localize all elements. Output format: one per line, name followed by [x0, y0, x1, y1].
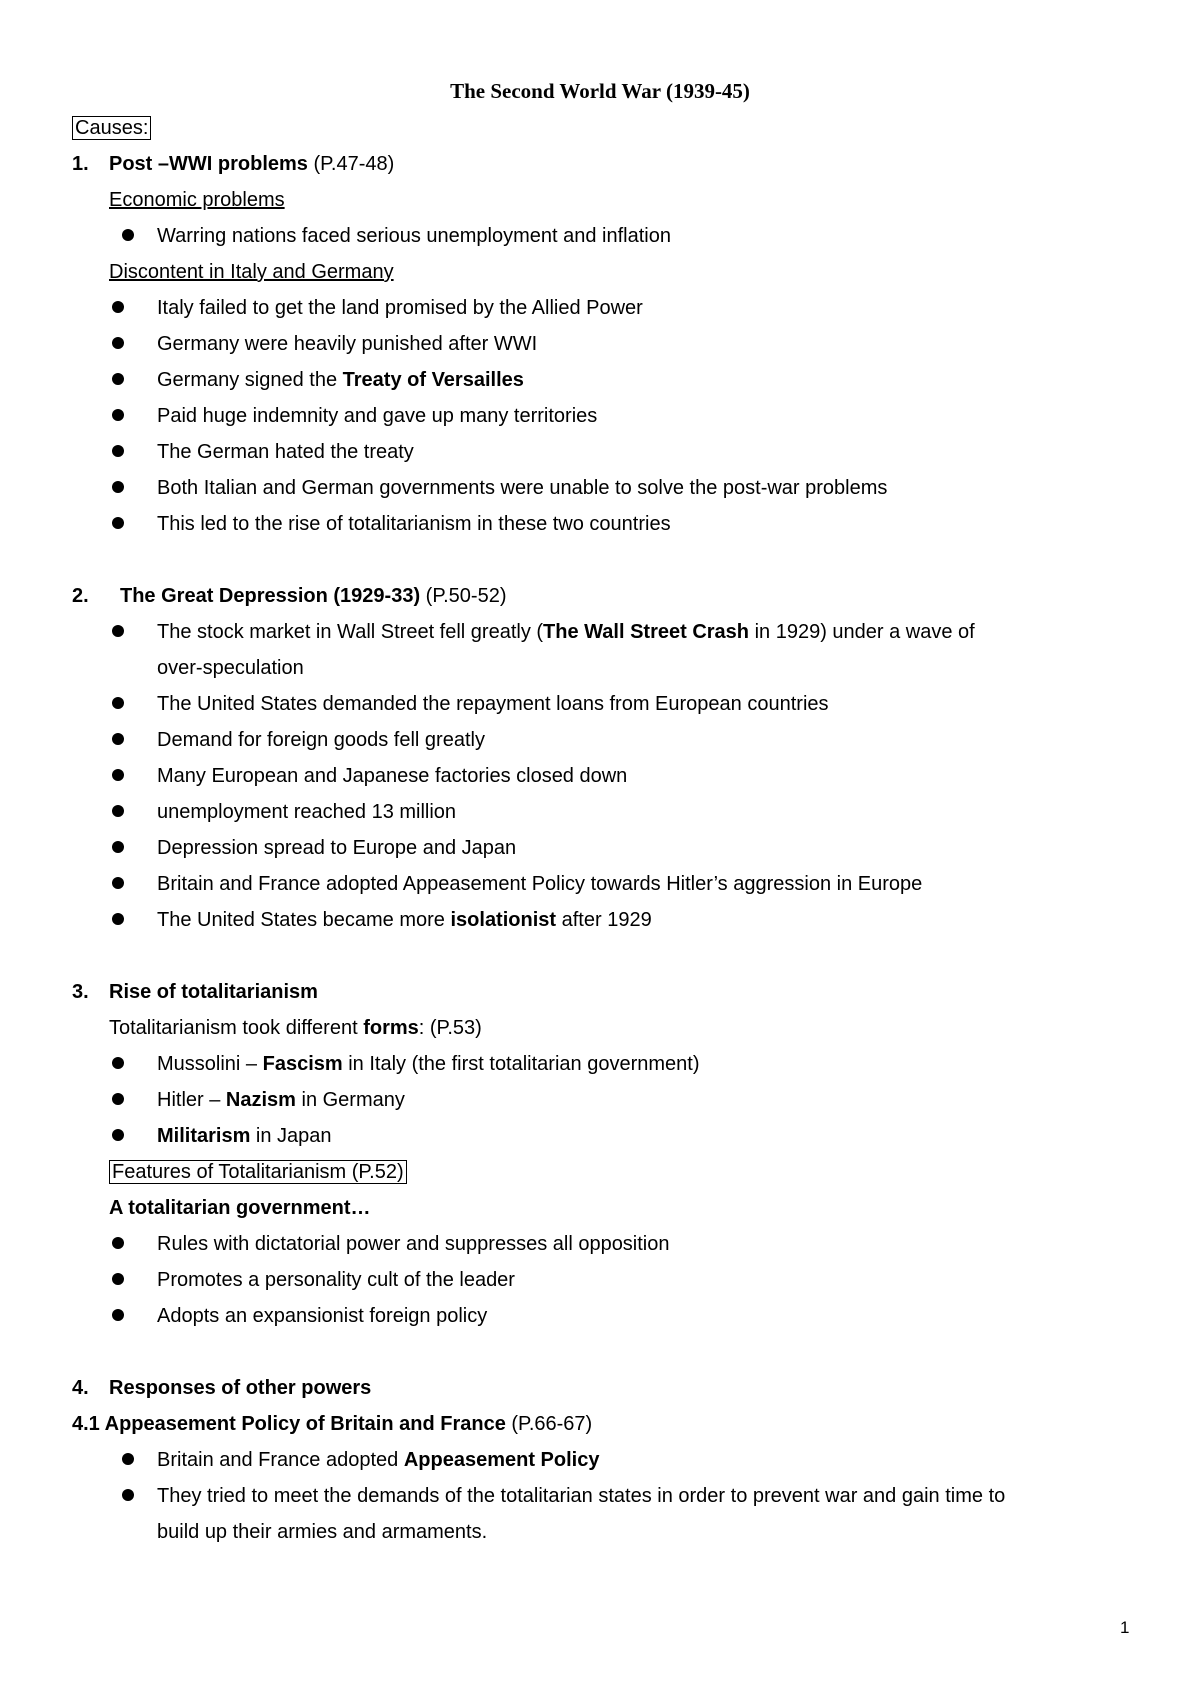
bullet-icon — [112, 481, 124, 493]
list-item: The German hated the treaty — [157, 441, 414, 463]
list-item: Britain and France adopted Appeasement Policy — [157, 1449, 600, 1471]
bullet-icon — [112, 769, 124, 781]
list-item: Rules with dictatorial power and suppresses all opposition — [157, 1233, 670, 1255]
bullet-icon — [112, 1093, 124, 1105]
bullet-icon — [112, 913, 124, 925]
features-heading: Features of Totalitarianism (P.52) — [109, 1158, 407, 1186]
list-item: The United States became more isolationist after 1929 — [157, 909, 652, 931]
bullet-icon — [122, 1453, 134, 1465]
section-3-number: 3. — [72, 981, 89, 1003]
section-2-number: 2. — [72, 585, 89, 607]
list-item: Adopts an expansionist foreign policy — [157, 1305, 488, 1327]
list-item: The United States demanded the repayment loans from European countries — [157, 693, 829, 715]
section-3-heading: Rise of totalitarianism — [109, 981, 318, 1003]
list-item: Militarism in Japan — [157, 1125, 332, 1147]
list-item: Britain and France adopted Appeasement Policy towards Hitler’s aggression in Europe — [157, 873, 923, 895]
bullet-icon — [112, 1309, 124, 1321]
bullet-icon — [112, 697, 124, 709]
discontent-subheading: Discontent in Italy and Germany — [109, 261, 394, 283]
list-item-continuation: build up their armies and armaments. — [157, 1521, 488, 1543]
list-item: Demand for foreign goods fell greatly — [157, 729, 485, 751]
list-item: Depression spread to Europe and Japan — [157, 837, 517, 859]
economic-problems-subheading: Economic problems — [109, 189, 285, 211]
list-item: Mussolini – Fascism in Italy (the first totalitarian government) — [157, 1053, 700, 1075]
bullet-icon — [112, 1129, 124, 1141]
list-item: Warring nations faced serious unemployment and inflation — [157, 225, 671, 247]
bullet-icon — [112, 625, 124, 637]
bullet-icon — [112, 1237, 124, 1249]
list-item-continuation: over-speculation — [157, 657, 304, 679]
bullet-icon — [112, 805, 124, 817]
bullet-icon — [112, 733, 124, 745]
list-item: Italy failed to get the land promised by the Allied Power — [157, 297, 643, 319]
section-1-number: 1. — [72, 153, 89, 175]
document-title: The Second World War (1939-45) — [450, 79, 750, 103]
bullet-icon — [112, 841, 124, 853]
bullet-icon — [112, 877, 124, 889]
section-4-heading: Responses of other powers — [109, 1377, 372, 1399]
list-item: They tried to meet the demands of the totalitarian states in order to prevent war and gain time to — [157, 1485, 1006, 1507]
section-3-intro: Totalitarianism took different forms: (P.53) — [109, 1017, 482, 1039]
bullet-icon — [112, 373, 124, 385]
list-item: Paid huge indemnity and gave up many territories — [157, 405, 598, 427]
bullet-icon — [112, 301, 124, 313]
causes-label: Causes: — [72, 114, 151, 142]
bullet-icon — [112, 1273, 124, 1285]
bullet-icon — [112, 445, 124, 457]
list-item: Many European and Japanese factories closed down — [157, 765, 628, 787]
page-number: 1 — [1120, 1618, 1130, 1637]
section-1-heading: Post –WWI problems (P.47-48) — [109, 153, 395, 175]
bullet-icon — [112, 337, 124, 349]
list-item: Germany were heavily punished after WWI — [157, 333, 538, 355]
bullet-icon — [112, 1057, 124, 1069]
list-item: Germany signed the Treaty of Versailles — [157, 369, 524, 391]
section-4-number: 4. — [72, 1377, 89, 1399]
bullet-icon — [112, 409, 124, 421]
section-4-1-heading: 4.1 Appeasement Policy of Britain and France (P.66-67) — [72, 1413, 593, 1435]
list-item: Promotes a personality cult of the leader — [157, 1269, 515, 1291]
list-item: unemployment reached 13 million — [157, 801, 457, 823]
list-item: Hitler – Nazism in Germany — [157, 1089, 405, 1111]
section-2-heading: The Great Depression (1929-33) (P.50-52) — [120, 585, 507, 607]
list-item: The stock market in Wall Street fell greatly (The Wall Street Crash in 1929) under a wave of — [157, 621, 975, 643]
bullet-icon — [122, 229, 134, 241]
list-item: This led to the rise of totalitarianism in these two countries — [157, 513, 671, 535]
bullet-icon — [112, 517, 124, 529]
bullet-icon — [122, 1489, 134, 1501]
list-item: Both Italian and German governments were unable to solve the post-war problems — [157, 477, 888, 499]
totalitarian-government-label: A totalitarian government… — [109, 1197, 371, 1219]
